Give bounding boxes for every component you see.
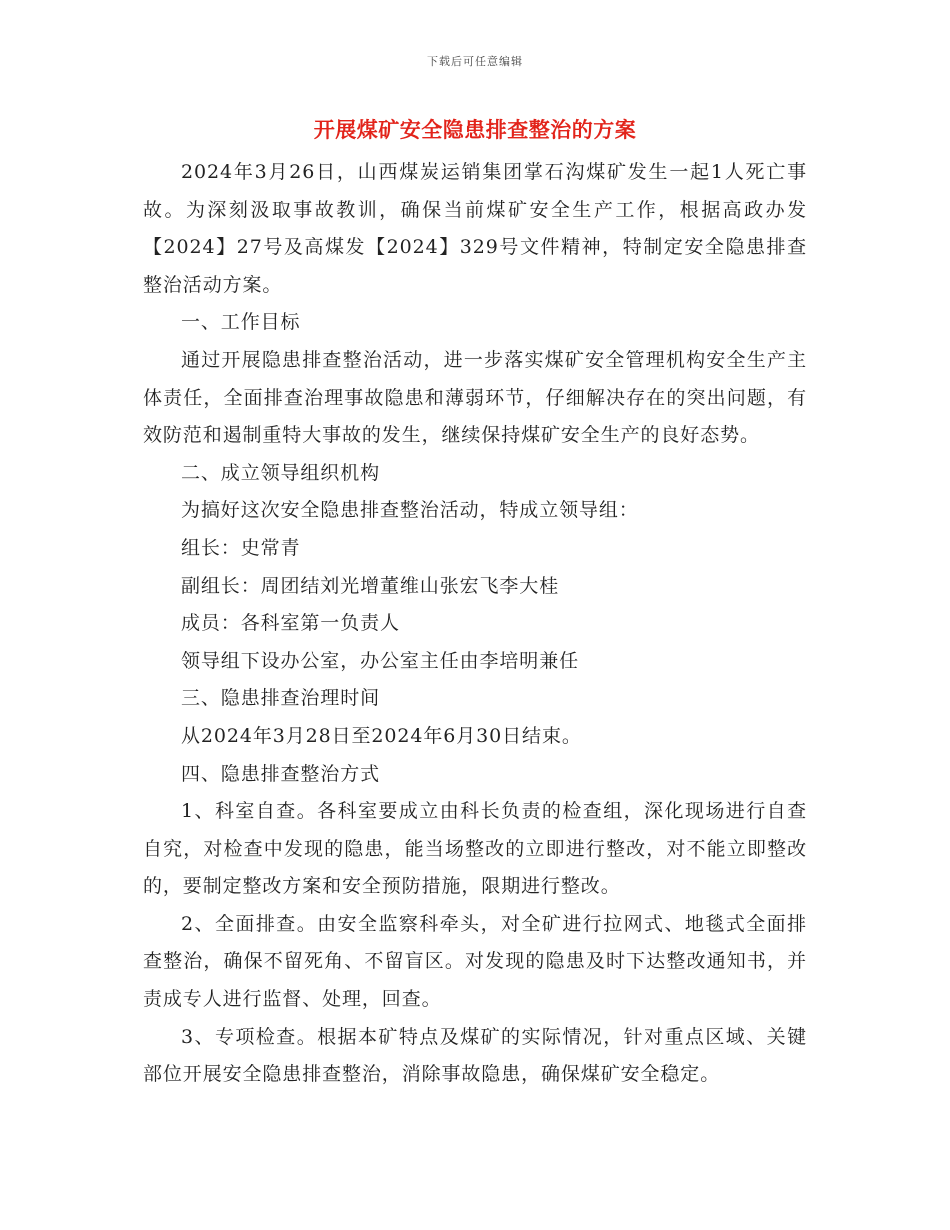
leadership-intro-line: 为搞好这次安全隐患排查整治活动，特成立领导组：	[181, 499, 639, 522]
method-full-check-paragraph: 2、全面排查。由安全监察科牵头，对全矿进行拉网式、地毯式全面排查整治，确保不留死角、不留盲区。对发现的隐患及时下达整改通知书，并责成专人进行监督、处理，回查。	[143, 912, 807, 1011]
document-title: 开展煤矿安全隐患排查整治的方案	[313, 117, 637, 142]
time-range-line: 从2024年3月28日至2024年6月30日结束。	[181, 724, 582, 747]
section-heading-leadership: 二、成立领导组织机构	[181, 461, 381, 484]
method-special-check-paragraph: 3、专项检查。根据本矿特点及煤矿的实际情况，针对重点区域、关键部位开展安全隐患排查整治，消除事故隐患，确保煤矿安全稳定。	[143, 1025, 807, 1086]
team-leader-line: 组长：史常青	[181, 536, 301, 559]
work-goal-paragraph: 通过开展隐患排查整治活动，进一步落实煤矿安全管理机构安全生产主体责任，全面排查治理事故隐患和薄弱环节，仔细解决存在的突出问题，有效防范和遏制重特大事故的发生，继续保持煤矿安全生产的良好态势。	[143, 348, 807, 447]
document-body	[143, 154, 807, 1094]
section-heading-work-goal: 一、工作目标	[181, 311, 301, 334]
office-line: 领导组下设办公室，办公室主任由李培明兼任	[181, 649, 580, 672]
page-header: 下载后可任意编辑	[427, 55, 523, 68]
intro-paragraph: 2024年3月26日，山西煤炭运销集团掌石沟煤矿发生一起1人死亡事故。为深刻汲取事故教训，确保当前煤矿安全生产工作，根据高政办发【2024】27号及高煤发【2024】329号文件精神，特制定安全隐患排查整治活动方案。	[143, 161, 807, 296]
method-self-check-paragraph: 1、科室自查。各科室要成立由科长负责的检查组，深化现场进行自查自究，对检查中发现的隐患，能当场整改的立即进行整改，对不能立即整改的，要制定整改方案和安全预防措施，限期进行整改。	[143, 800, 807, 898]
members-line: 成员：各科室第一负责人	[181, 612, 400, 635]
section-heading-time: 三、隐患排查治理时间	[181, 687, 381, 710]
deputy-leaders-line: 副组长：周团结刘光增董维山张宏飞李大桂	[181, 574, 560, 597]
section-heading-methods: 四、隐患排查整治方式	[181, 762, 381, 785]
